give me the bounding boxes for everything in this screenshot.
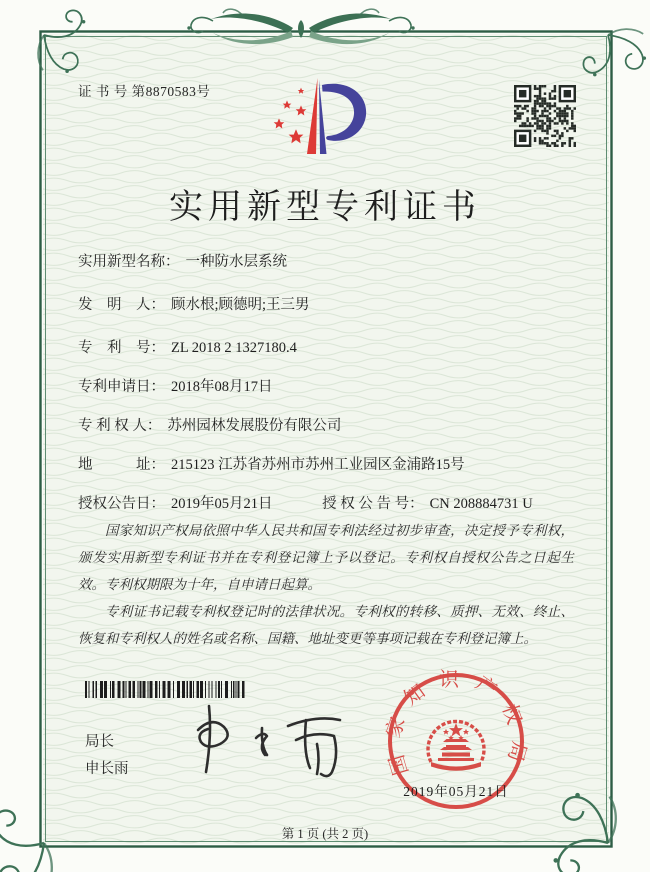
certificate-number: 证 书 号 第8870583号	[78, 84, 211, 99]
field-value: 215123 江苏省苏州市苏州工业园区金浦路15号	[171, 457, 465, 473]
officer-block	[85, 729, 129, 783]
field-label: 专利申请日：	[78, 379, 165, 395]
legal-text	[78, 517, 574, 652]
field-row	[78, 377, 592, 397]
field-row	[78, 416, 592, 436]
cnipa-logo-icon	[256, 74, 394, 170]
page-number: 第 1 页 (共 2 页)	[281, 827, 369, 841]
field-row	[78, 338, 592, 358]
field-value: 一种防水层系统	[185, 254, 287, 270]
field-value: 苏州园林发展股份有限公司	[167, 418, 342, 434]
field-row	[78, 494, 592, 514]
barcode-icon	[85, 681, 247, 698]
seal-date: 2019年05月21日	[403, 784, 509, 799]
field-label: 授 权 公 告 号：	[322, 496, 424, 512]
field-label: 专 利 权 人：	[78, 418, 162, 434]
field-value: CN 208884731 U	[429, 496, 533, 512]
field-label: 专 利 号：	[78, 340, 165, 356]
signature-icon	[176, 698, 366, 790]
officer-name: 申长雨	[85, 761, 129, 777]
legal-paragraph: 专利证书记载专利权登记时的法律状况。专利权的转移、质押、无效、终止、恢复和专利权人的姓名或名称、国籍、地址变更等事项记载在专利登记簿上。	[78, 604, 574, 646]
field-value: ZL 2018 2 1327180.4	[171, 340, 297, 356]
field-value: 2018年08月17日	[171, 379, 273, 395]
officer-title: 局长	[85, 734, 114, 750]
field-value: 2019年05月21日	[171, 496, 273, 512]
field-row	[78, 455, 592, 475]
field-label: 实用新型名称：	[78, 254, 180, 270]
certificate-fields	[78, 252, 592, 533]
field-row	[78, 252, 592, 272]
seal-agency-text: 国家知识产权局	[382, 668, 530, 778]
field-label: 授权公告日：	[78, 496, 165, 512]
field-row	[78, 295, 592, 315]
qr-code-icon	[514, 85, 576, 147]
field-label: 发 明 人：	[78, 297, 165, 313]
field-value: 顾水根;顾德明;王三男	[171, 297, 310, 313]
field-label: 地 址：	[78, 457, 165, 473]
legal-paragraph: 国家知识产权局依照中华人民共和国专利法经过初步审查，决定授予专利权，颁发实用新型专利证书并在专利登记簿上予以登记。专利权自授权公告之日起生效。专利权期限为十年，自申请日起算。	[78, 523, 574, 592]
certificate-title: 实用新型专利证书	[169, 189, 481, 226]
